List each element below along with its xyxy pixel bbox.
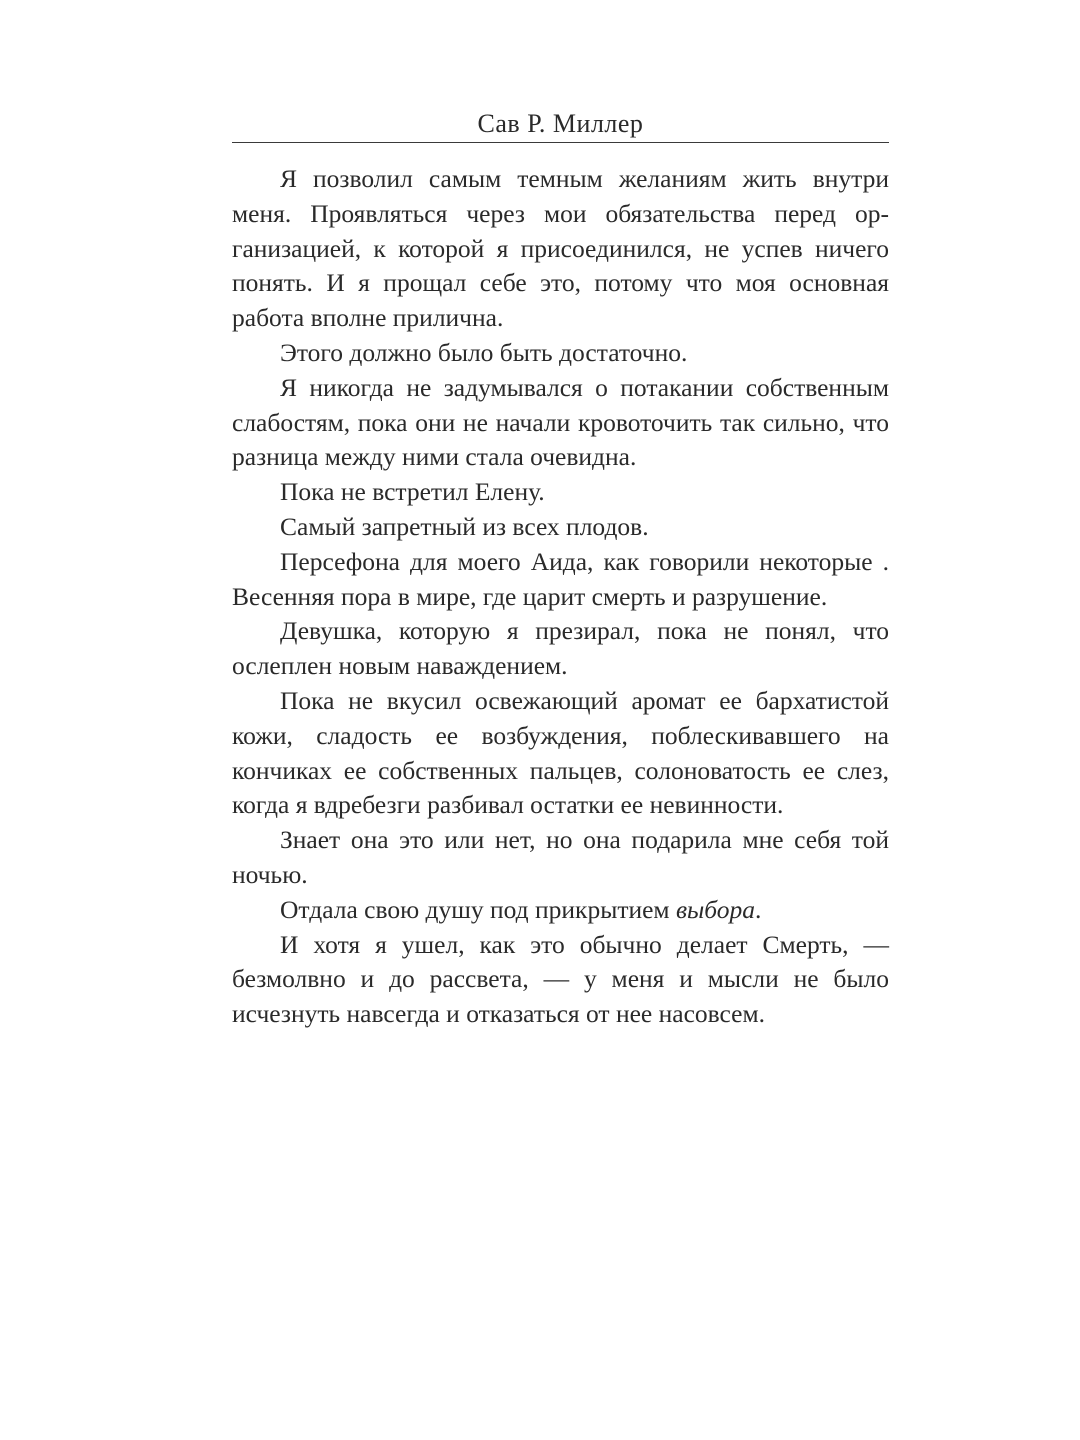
body-text (232, 162, 889, 1032)
paragraph: Персефона для моего Аида, как говорили некоторые . Весенняя пора в мире, где царит смерть и разрушение. (232, 546, 889, 611)
paragraph-text-before: Отдала свою душу под прикрытием (280, 894, 676, 924)
paragraph: Я никогда не задумывался о потакании собственным слабостям, пока они не начали кровоточить так сильно, что разница между ними стала очевидна. (232, 372, 889, 472)
paragraph: Самый запретный из всех плодов. (280, 511, 649, 541)
paragraph: Я позволил самым темным желаниям жить внутри меня. Проявляться через мои обязательства перед организацией, к которой я присоединился, не успев ничего понять. И я прощал себе это, потому что моя основная работа вполне прилична. (232, 164, 889, 333)
header-rule (232, 142, 889, 143)
paragraph: Этого должно было быть достаточно. (280, 337, 688, 367)
paragraph: Девушка, которую я презирал, пока не понял, что ослеплен новым наваждением. (232, 616, 889, 681)
paragraph: Пока не встретил Елену. (280, 477, 545, 507)
paragraph: Пока не вкусил освежающий аромат ее бархатистой кожи, сладость ее возбуждения, поблескивавшего на кончиках ее собственных пальцев, солоноватость ее слез, когда я вдребезги разбивал остатки ее невинности. (232, 685, 889, 820)
paragraph: Знает она это или нет, но она подарила мне себя той ночью. (232, 825, 889, 889)
running-header-author: Сав Р. Миллер (477, 109, 644, 138)
paragraph-text-after: . (755, 894, 762, 924)
paragraph: И хотя я ушел, как это обычно делает Смерть, — безмолвно и до рассвета, — у меня и мысли не было исчезнуть навсегда и отказаться от нее насовсем. (232, 929, 889, 1029)
paragraph-with-emphasis (232, 893, 889, 928)
emphasized-word: выбора (675, 894, 756, 924)
